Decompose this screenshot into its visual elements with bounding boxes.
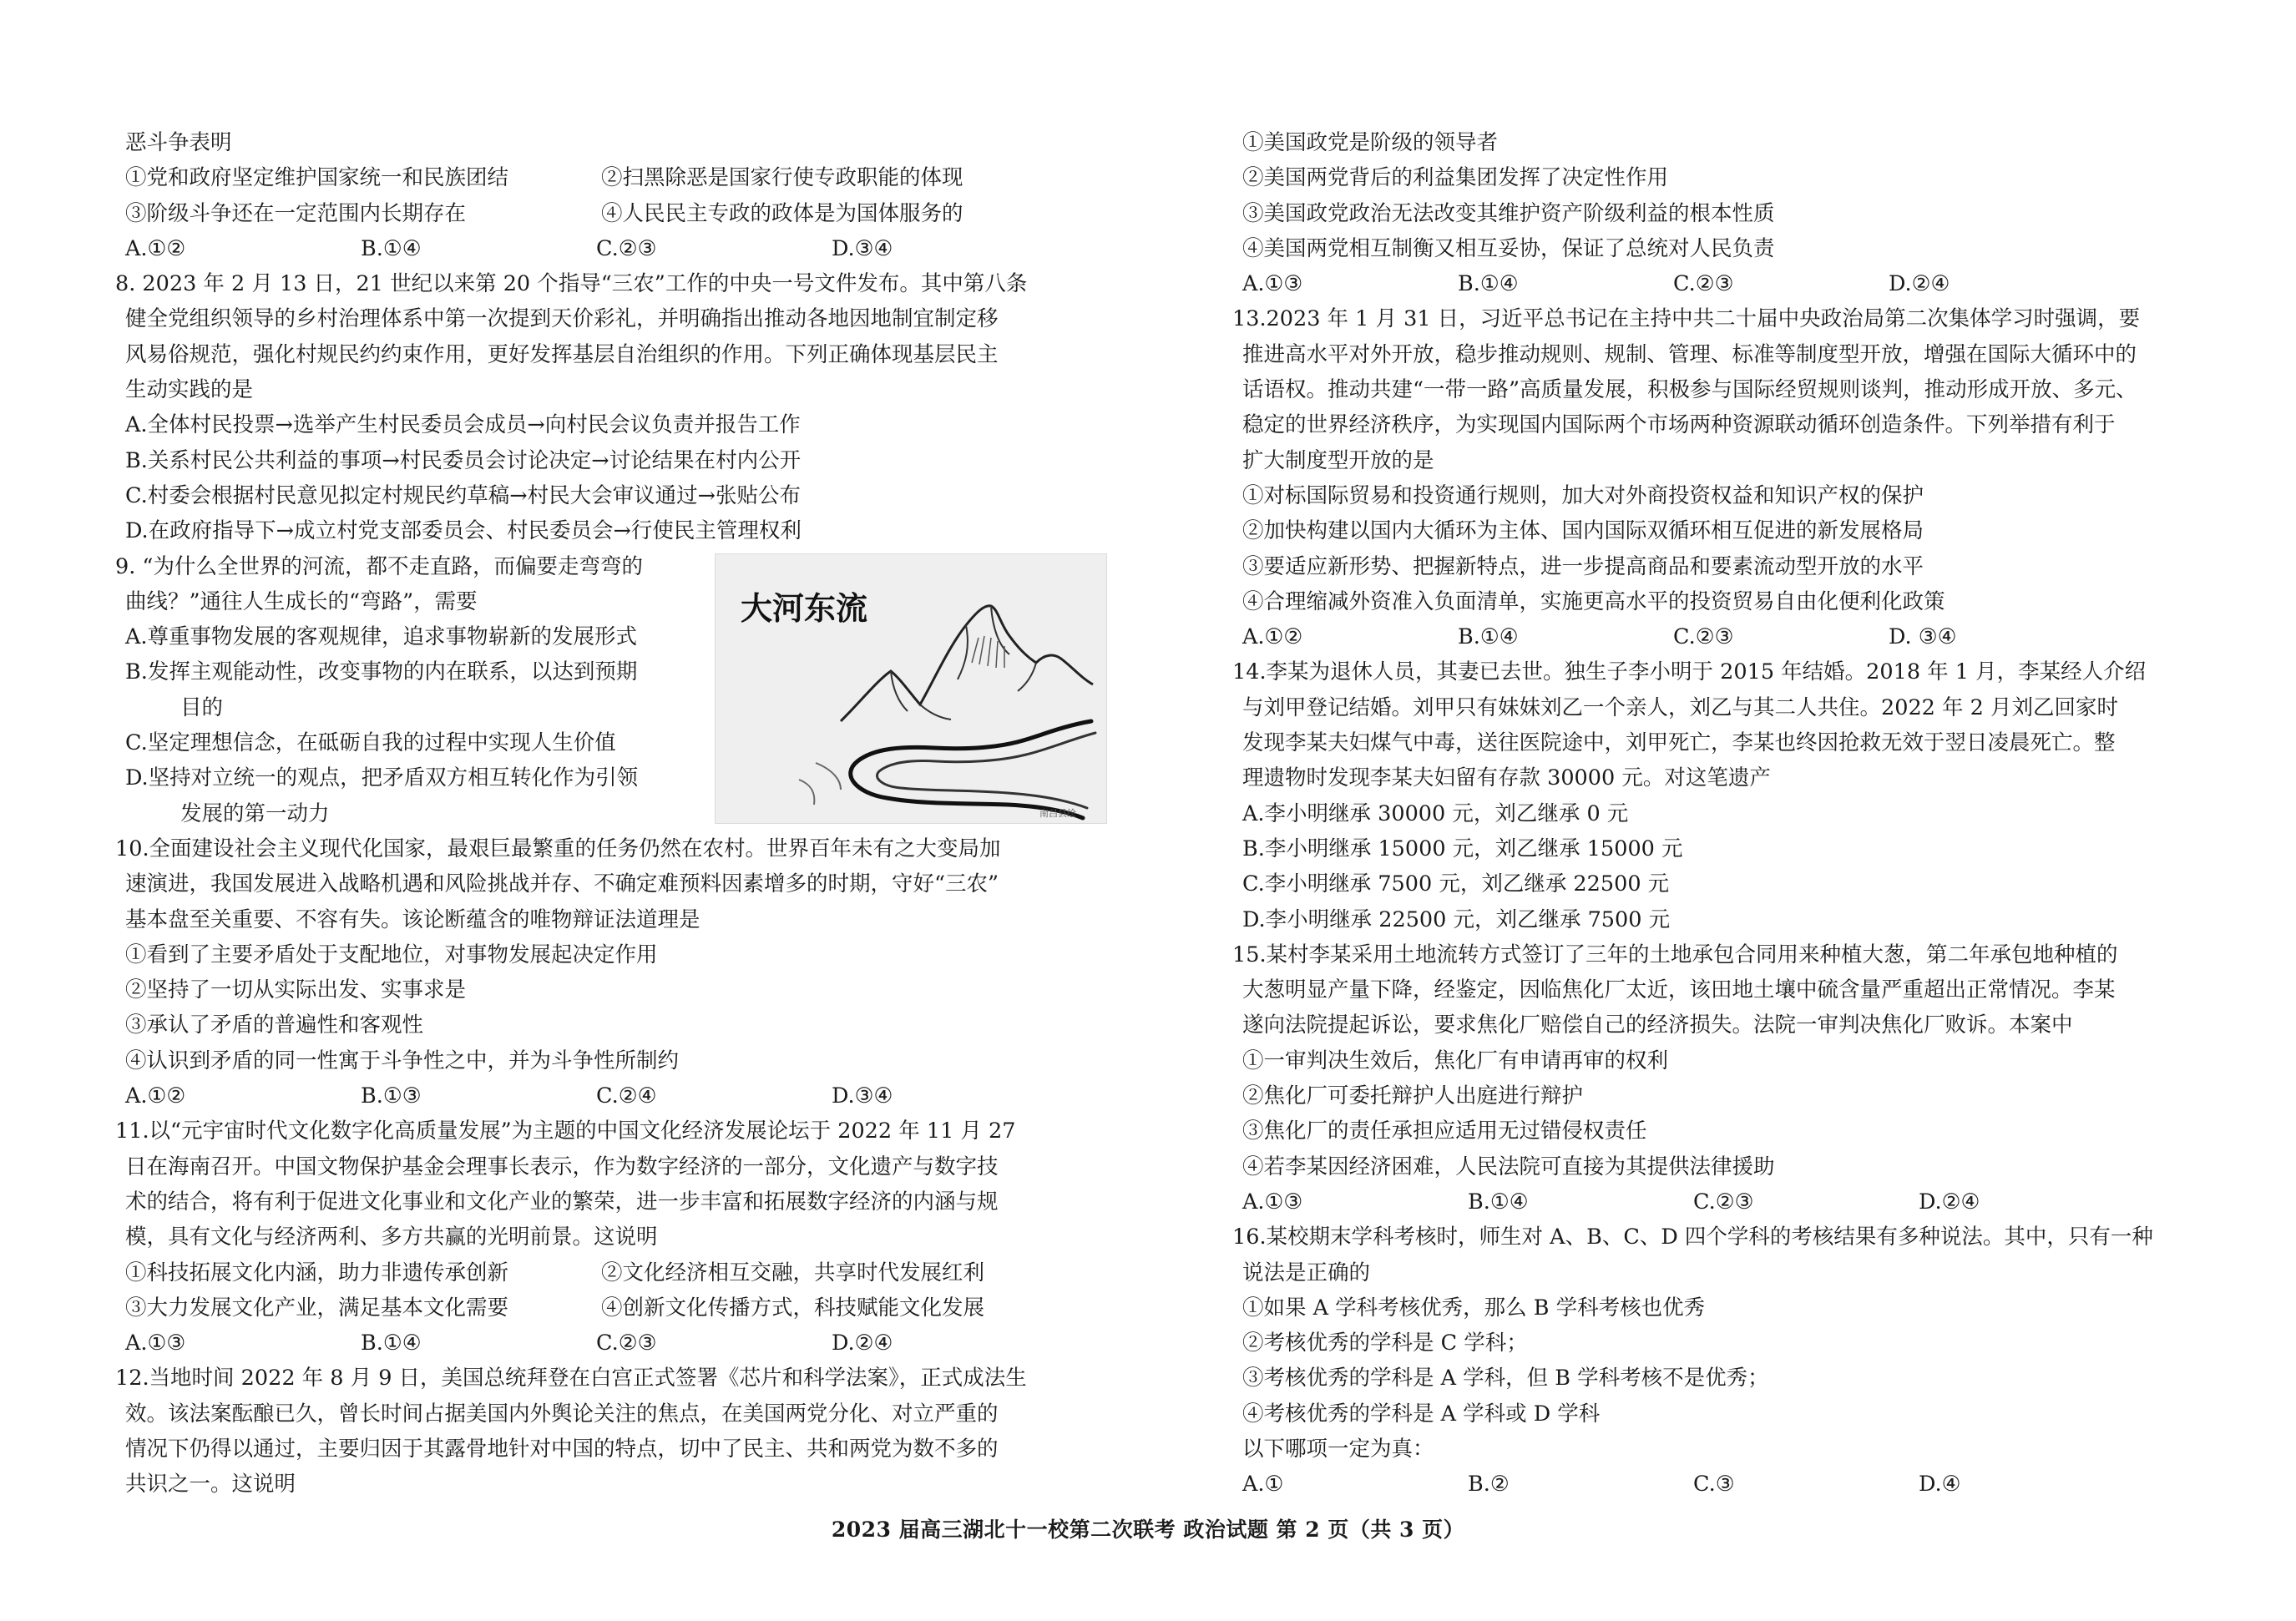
text-line: 发展的第一动力	[180, 800, 330, 826]
answer-option: B.①④	[361, 235, 422, 261]
text-line: ②考核优秀的学科是 C 学科；	[1242, 1331, 1528, 1356]
text-line: 16.某校期末学科考核时，师生对 A、B、C、D 四个学科的考核结果有多种说法。其中，只有一种	[1232, 1225, 2153, 1250]
text-line: 扩大制度型开放的是	[1242, 447, 1434, 473]
text-line: 14.李某为退休人员，其妻已去世。独生子李小明于 2015 年结婚。2018 年 1 月，李某经人介绍	[1232, 659, 2147, 685]
text-line: ④美国两党相互制衡又相互妥协，保证了总统对人民负责	[1242, 235, 1775, 261]
text-line: ①对标国际贸易和投资通行规则，加大对外商投资权益和知识产权的保护	[1242, 482, 1924, 508]
choice-statement: ③大力发展文化产业，满足基本文化需要	[125, 1295, 509, 1321]
text-line: ①如果 A 学科考核优秀，那么 B 学科考核也优秀	[1242, 1295, 1706, 1321]
answer-options-row	[1232, 1184, 2201, 1220]
choice-statement: ①党和政府坚定维护国家统一和民族团结	[125, 165, 509, 191]
answer-option: B.①④	[361, 1331, 422, 1356]
text-line: 风易俗规范，强化村规民约约束作用，更好发挥基层自治组织的作用。下列正确体现基层民主	[125, 341, 999, 367]
answer-option: C.②③	[1693, 1189, 1754, 1214]
choice-statement: ②扫黑除恶是国家行使专政职能的体现	[601, 165, 963, 191]
choice-statement: ①科技拓展文化内涵，助力非遗传承创新	[125, 1260, 509, 1285]
text-line: 稳定的世界经济秩序，为实现国内国际两个市场两种资源联动循环创造条件。下列举措有利于	[1242, 412, 2116, 438]
text-line: D.李小明继承 22500 元，刘乙继承 7500 元	[1242, 906, 1671, 932]
answer-option: B.①④	[1468, 1189, 1529, 1214]
text-line: 日在海南召开。中国文物保护基金会理事长表示，作为数字经济的一部分，文化遗产与数字技	[125, 1154, 999, 1179]
answer-option: C.②③	[596, 235, 657, 261]
text-line: ①看到了主要矛盾处于支配地位，对事物发展起决定作用	[125, 942, 658, 967]
choice-statement: ④创新文化传播方式，科技赋能文化发展	[601, 1295, 985, 1321]
answer-option: D.③④	[832, 235, 893, 261]
choice-statement: ③阶级斗争还在一定范围内长期存在	[125, 200, 467, 226]
answer-option: B.②	[1468, 1472, 1510, 1497]
text-line: ③要适应新形势、把握新特点，进一步提高商品和要素流动型开放的水平	[1242, 553, 1924, 579]
text-line: B.发挥主观能动性，改变事物的内在联系，以达到预期	[125, 659, 638, 685]
answer-option: C.②③	[1673, 271, 1734, 297]
text-line: 目的	[180, 694, 224, 720]
text-line: ④若李某因经济困难，人民法院可直接为其提供法律援助	[1242, 1154, 1775, 1179]
answer-option: D.②④	[1919, 1189, 1980, 1214]
answer-option: D.②④	[832, 1331, 893, 1356]
answer-option: C.②③	[596, 1331, 657, 1356]
answer-option: C.③	[1693, 1472, 1735, 1497]
choice-statement: ④人民民主专政的政体是为国体服务的	[601, 200, 963, 226]
text-line: B.李小明继承 15000 元，刘乙继承 15000 元	[1242, 836, 1683, 861]
text-line: A.全体村民投票→选举产生村民委员会成员→向村民会议负责并报告工作	[125, 412, 801, 438]
answer-option: C.②③	[1673, 624, 1734, 650]
figure-title: 大河东流	[741, 589, 868, 627]
answer-option: D. ③④	[1889, 624, 1957, 650]
answer-option: A.①③	[1242, 1189, 1303, 1214]
text-line: 发现李某夫妇煤气中毒，送往医院途中，刘甲死亡，李某也终因抢救无效于翌日凌晨死亡。整	[1242, 730, 2116, 756]
text-line: 理遗物时发现李某夫妇留有存款 30000 元。对这笔遗产	[1242, 765, 1771, 791]
text-line: 速演进，我国发展进入战略机遇和风险挑战并存、不确定难预料因素增多的时期，守好“三农”	[125, 871, 999, 897]
answer-option: B.①③	[361, 1083, 422, 1109]
answer-option: A.①	[1242, 1472, 1284, 1497]
answer-option: A.①②	[125, 235, 186, 261]
answer-option: A.①③	[125, 1331, 186, 1356]
text-line: 模，具有文化与经济两利、多方共赢的光明前景。这说明	[125, 1225, 658, 1250]
answer-options-row	[115, 1326, 1082, 1361]
answer-option: D.③④	[832, 1083, 893, 1109]
text-line: ④考核优秀的学科是 A 学科或 D 学科	[1242, 1401, 1601, 1427]
answer-option: D.④	[1919, 1472, 1961, 1497]
text-line: D.在政府指导下→成立村党支部委员会、村民委员会→行使民主管理权利	[125, 518, 802, 544]
text-line: ④合理缩减外资准入负面清单，实施更高水平的投资贸易自由化便利化政策	[1242, 588, 1945, 614]
choice-pair-row	[115, 160, 1082, 195]
text-line: 9. “为什么全世界的河流，都不走直路，而偏要走弯弯的	[115, 553, 643, 579]
text-line: D.坚持对立统一的观点，把矛盾双方相互转化作为引领	[125, 765, 639, 791]
text-line: ②焦化厂可委托辩护人出庭进行辩护	[1242, 1083, 1584, 1109]
text-line: 术的结合，将有利于促进文化事业和文化产业的繁荣，进一步丰富和拓展数字经济的内涵与规	[125, 1189, 999, 1214]
text-line: 8. 2023 年 2 月 13 日，21 世纪以来第 20 个指导“三农”工作的中央一号文件发布。其中第八条	[115, 271, 1028, 297]
text-line: ②加快构建以国内大循环为主体、国内国际双循环相互促进的新发展格局	[1242, 518, 1924, 544]
text-line: 大葱明显产量下降，经鉴定，因临焦化厂太近，该田地土壤中硫含量严重超出正常情况。李某	[1242, 977, 2116, 1003]
answer-option: D.②④	[1889, 271, 1950, 297]
answer-option: B.①④	[1458, 624, 1519, 650]
answer-options-row	[1232, 1467, 2201, 1502]
answer-option: C.②④	[596, 1083, 657, 1109]
text-line: 15.某村李某采用土地流转方式签订了三年的土地承包合同用来种植大葱，第二年承包地种植的	[1232, 942, 2118, 967]
svg-text:南昌县绘: 南昌县绘	[1039, 808, 1076, 819]
text-line: 效。该法案酝酿已久，曾长时间占据美国内外舆论关注的焦点，在美国两党分化、对立严重的	[125, 1401, 999, 1427]
answer-option: A.①③	[1242, 271, 1303, 297]
text-line: 推进高水平对外开放，稳步推动规则、规制、管理、标准等制度型开放，增强在国际大循环中的	[1242, 341, 2137, 367]
choice-pair-row	[115, 196, 1082, 231]
text-line: 10.全面建设社会主义现代化国家，最艰巨最繁重的任务仍然在农村。世界百年未有之大变局加	[115, 836, 1001, 861]
answer-options-row	[115, 231, 1082, 266]
page-footer: 2023 届高三湖北十一校第二次联考 政治试题 第 2 页（共 3 页）	[831, 1517, 1465, 1542]
choice-pair-row	[115, 1255, 1082, 1290]
text-line: 恶斗争表明	[125, 130, 232, 155]
text-line: C.村委会根据村民意见拟定村规民约草稿→村民大会审议通过→张贴公布	[125, 482, 801, 508]
text-line: ①一审判决生效后，焦化厂有申请再审的权利	[1242, 1048, 1669, 1073]
text-line: ①美国政党是阶级的领导者	[1242, 130, 1499, 155]
answer-options-row	[1232, 619, 2201, 654]
right-column	[1232, 125, 2201, 1502]
answer-options-row	[115, 1078, 1082, 1113]
text-line: 12.当地时间 2022 年 8 月 9 日，美国总统拜登在白宫正式签署《芯片和科学法案》，正式成法生	[115, 1366, 1027, 1391]
text-line: 以下哪项一定为真：	[1242, 1436, 1434, 1462]
answer-option: B.①④	[1458, 271, 1519, 297]
text-line: C.坚定理想信念，在砥砺自我的过程中实现人生价值	[125, 730, 616, 756]
text-line: 情况下仍得以通过，主要归因于其露骨地针对中国的特点，切中了民主、共和两党为数不多的	[125, 1436, 999, 1462]
text-line: 11.以“元宇宙时代文化数字化高质量发展”为主题的中国文化经济发展论坛于 2022 年 11 月 27	[115, 1119, 1016, 1144]
text-line: 基本盘至关重要、不容有失。该论断蕴含的唯物辩证法道理是	[125, 906, 700, 932]
text-line: ③美国政党政治无法改变其维护资产阶级利益的根本性质	[1242, 200, 1775, 226]
text-line: 生动实践的是	[125, 377, 254, 403]
answer-option: A.①②	[1242, 624, 1303, 650]
answer-option: A.①②	[125, 1083, 186, 1109]
choice-statement: ②文化经济相互交融，共享时代发展红利	[601, 1260, 985, 1285]
text-line: 共识之一。这说明	[125, 1472, 296, 1497]
answer-options-row	[1232, 266, 2201, 301]
text-line: C.李小明继承 7500 元，刘乙继承 22500 元	[1242, 871, 1670, 897]
text-line: 健全党组织领导的乡村治理体系中第一次提到天价彩礼，并明确指出推动各地因地制宜制定移	[125, 306, 999, 332]
text-line: 话语权。推动共建“一带一路”高质量发展，积极参与国际经贸规则谈判，推动形成开放、多元、	[1242, 377, 2137, 403]
text-line: ④认识到矛盾的同一性寓于斗争性之中，并为斗争性所制约	[125, 1048, 680, 1073]
text-line: A.尊重事物发展的客观规律，追求事物崭新的发展形式	[125, 624, 638, 650]
river-landscape-icon	[716, 554, 1106, 823]
text-line: ③考核优秀的学科是 A 学科，但 B 学科考核不是优秀；	[1242, 1366, 1769, 1391]
text-line: 与刘甲登记结婚。刘甲只有妹妹刘乙一个亲人，刘乙与其二人共住。2022 年 2 月刘乙回家时	[1242, 694, 2118, 720]
text-line: 13.2023 年 1 月 31 日，习近平总书记在主持中共二十届中央政治局第二次集体学习时强调，要	[1232, 306, 2141, 332]
choice-pair-row	[115, 1290, 1082, 1326]
text-line: 遂向法院提起诉讼，要求焦化厂赔偿自己的经济损失。法院一审判决焦化厂败诉。本案中	[1242, 1012, 2073, 1038]
text-line: 说法是正确的	[1242, 1260, 1371, 1285]
text-line: ②坚持了一切从实际出发、实事求是	[125, 977, 467, 1003]
text-line: 曲线？”通往人生成长的“弯路”，需要	[125, 588, 478, 614]
river-landscape-figure	[715, 553, 1107, 824]
text-line: B.关系村民公共利益的事项→村民委员会讨论决定→讨论结果在村内公开	[125, 447, 802, 473]
text-line: ③承认了矛盾的普遍性和客观性	[125, 1012, 424, 1038]
text-line: ②美国两党背后的利益集团发挥了决定性作用	[1242, 165, 1669, 191]
text-line: ③焦化厂的责任承担应适用无过错侵权责任	[1242, 1119, 1647, 1144]
text-line: A.李小明继承 30000 元，刘乙继承 0 元	[1242, 800, 1629, 826]
